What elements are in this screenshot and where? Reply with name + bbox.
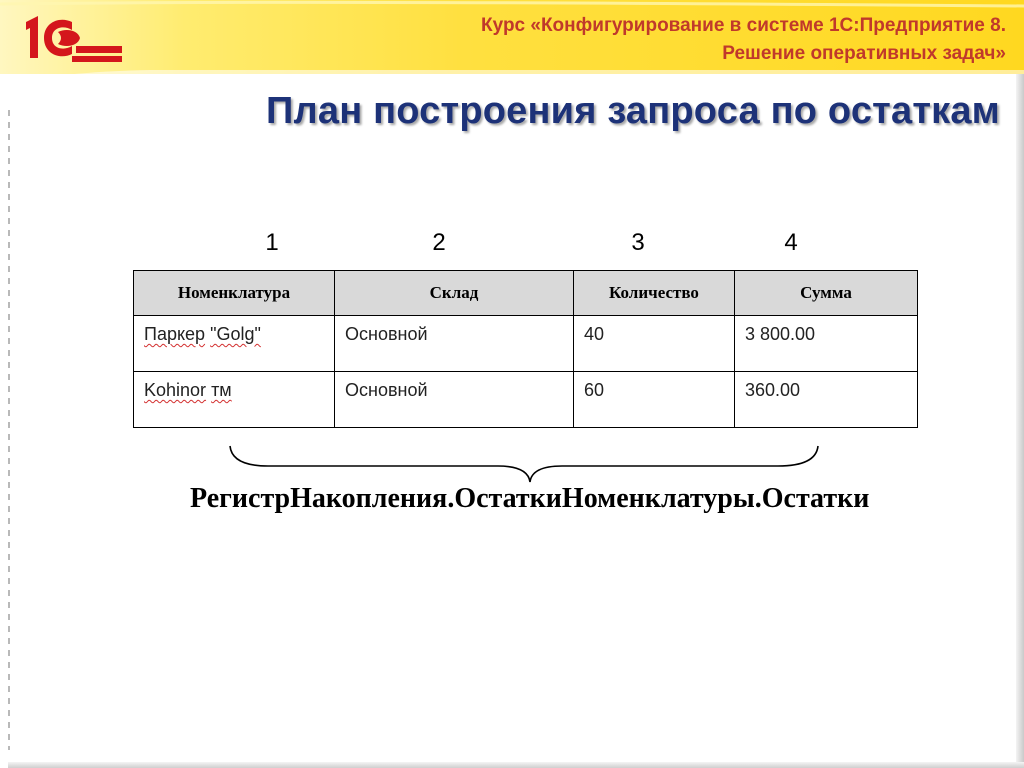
course-title bbox=[246, 12, 1006, 68]
header-warehouse: Склад bbox=[335, 271, 574, 316]
slide-title: План построения запроса по остаткам bbox=[266, 90, 1000, 132]
item-name: Kohinor bbox=[144, 380, 207, 400]
logo-1c-icon bbox=[20, 8, 130, 70]
item-name: Паркер bbox=[144, 324, 206, 344]
item-mark: тм bbox=[211, 380, 232, 400]
slide-shadow-bottom bbox=[8, 762, 1024, 768]
header-quantity: Количество bbox=[574, 271, 735, 316]
column-number-4: 4 bbox=[784, 229, 798, 256]
logo-text: 1С bbox=[20, 8, 22, 9]
course-title-line2: Решение оперативных задач» bbox=[722, 43, 1006, 64]
cell-nomenclature bbox=[134, 372, 335, 428]
slide-shadow-right bbox=[1016, 12, 1024, 768]
cell-quantity: 40 bbox=[574, 316, 735, 372]
cell-warehouse: Основной bbox=[335, 372, 574, 428]
table-row bbox=[134, 372, 918, 428]
column-number-3: 3 bbox=[631, 229, 645, 256]
table-header-row bbox=[134, 271, 918, 316]
header-amount: Сумма bbox=[735, 271, 918, 316]
column-number-2: 2 bbox=[432, 229, 446, 256]
cell-quantity: 60 bbox=[574, 372, 735, 428]
item-mark: "Golg" bbox=[210, 324, 261, 344]
balances-table bbox=[133, 270, 918, 428]
course-title-line1: Курс «Конфигурирование в системе 1С:Предприятие 8. bbox=[481, 15, 1006, 36]
column-number-1: 1 bbox=[265, 229, 279, 256]
table-row bbox=[134, 316, 918, 372]
cell-amount: 3 800.00 bbox=[735, 316, 918, 372]
register-name: РегистрНакопления.ОстаткиНоменклатуры.Остатки bbox=[190, 483, 870, 514]
header-nomenclature: Номенклатура bbox=[134, 271, 335, 316]
cell-amount: 360.00 bbox=[735, 372, 918, 428]
left-dashed-line bbox=[8, 110, 10, 750]
cell-warehouse: Основной bbox=[335, 316, 574, 372]
curly-brace-icon bbox=[228, 444, 820, 484]
cell-nomenclature bbox=[134, 316, 335, 372]
